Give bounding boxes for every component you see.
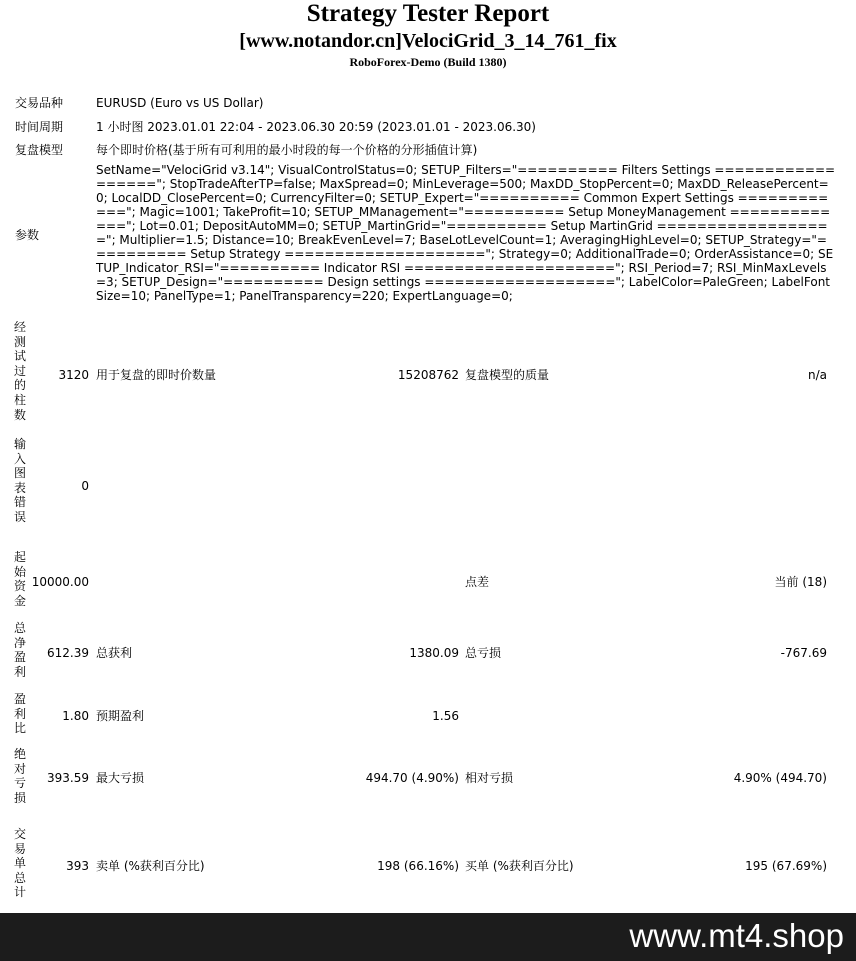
gross-loss-value: -767.69 — [780, 646, 827, 660]
bars-label: 经测试过的柱数 — [14, 320, 27, 422]
expected-value: 1.56 — [432, 709, 459, 723]
gross-profit-label: 总获利 — [96, 646, 133, 660]
net-value: 612.39 — [47, 646, 89, 660]
deposit-value: 10000.00 — [31, 575, 89, 589]
watermark-text: www.mt4.shop — [629, 917, 844, 954]
bars-value: 3120 — [58, 368, 89, 382]
long-value: 195 (67.69%) — [745, 859, 827, 873]
reldd-value: 4.90% (494.70) — [733, 771, 827, 785]
params-value: SetName="VelociGrid v3.14"; VisualControlStatus=0; SETUP_Filters="========== Filters Settings =================="; StopTradeAfterTP=false; MaxSpread=0; MinLeverage=500; MaxDD_StopPercent=0; MaxDD_ReleasePercent=0; LocalDD_ClosePercent=0; CurrencyFilter=0; SETUP_Expert="========== Common Expert Settings ============"; Magic=1001; TakeProfit=10; SETUP_MManagement="========== Setup MoneyManagement ============="; Lot=0.01; DepositAutoMM=0; SETUP_MartinGrid="========== Setup MartinGrid =================="; Multiplier=1.5; Distance=10; BreakEvenLevel=7; BaseLotLevelCount=1; AveragingHighLevel=0; SETUP_Strategy="========== Setup Strategy ===================="; Strategy=0; AdditionalTrade=0; OrderAssistance=0; SETUP_Indicator_RSI="========== Indicator RSI ====================="; RSI_Period=7; RSI_MinMaxLevels=3; SETUP_Design="========== Design settings ==================="; LabelColor=PaleGreen; LabelFontSize=10; PanelType=1; PanelTransparency=220; ExpertLanguage=0; — [96, 163, 836, 303]
reldd-label: 相对亏损 — [465, 771, 514, 785]
period-label: 时间周期 — [15, 120, 64, 134]
spread-label: 点差 — [465, 575, 490, 589]
report-subtitle: [www.notandor.cn]VelociGrid_3_14_761_fix — [239, 30, 617, 52]
short-value: 198 (66.16%) — [377, 859, 459, 873]
gross-profit-value: 1380.09 — [409, 646, 459, 660]
build-info: RoboForex-Demo (Build 1380) — [349, 55, 507, 69]
quality-label: 复盘模型的质量 — [465, 368, 550, 382]
pf-value: 1.80 — [62, 709, 89, 723]
ticks-value: 15208762 — [397, 368, 459, 382]
ticks-label: 用于复盘的即时价数量 — [96, 368, 217, 382]
model-value: 每个即时价格(基于所有可利用的最小时段的每一个价格的分形插值计算) — [96, 143, 478, 157]
expected-label: 预期盈利 — [96, 709, 145, 723]
quality-value: n/a — [807, 368, 827, 382]
trades-label: 交易单总计 — [14, 827, 27, 900]
long-label: 买单 (%获利百分比) — [465, 859, 574, 873]
report-title: Strategy Tester Report — [306, 0, 550, 27]
deposit-label: 起始资金 — [14, 550, 27, 608]
maxdd-label: 最大亏损 — [96, 771, 145, 785]
params-label: 参数 — [15, 228, 40, 242]
maxdd-value: 494.70 (4.90%) — [365, 771, 459, 785]
absdd-value: 393.59 — [47, 771, 89, 785]
symbol-label: 交易品种 — [15, 96, 64, 110]
spread-value: 当前 (18) — [774, 575, 827, 589]
absdd-label: 绝对亏损 — [14, 747, 27, 805]
period-value: 1 小时图 2023.01.01 22:04 - 2023.06.30 20:59 (2023.01.01 - 2023.06.30) — [96, 120, 536, 134]
pf-label: 盈利比 — [14, 692, 27, 736]
trades-value: 393 — [66, 859, 89, 873]
short-label: 卖单 (%获利百分比) — [96, 859, 205, 873]
model-label: 复盘模型 — [15, 143, 64, 157]
symbol-value: EURUSD (Euro vs US Dollar) — [96, 96, 264, 110]
gross-loss-label: 总亏损 — [465, 646, 502, 660]
net-label: 总净盈利 — [14, 621, 27, 679]
errors-value: 0 — [81, 479, 89, 493]
watermark-banner — [0, 913, 856, 961]
errors-label: 输入图表错误 — [14, 437, 27, 524]
